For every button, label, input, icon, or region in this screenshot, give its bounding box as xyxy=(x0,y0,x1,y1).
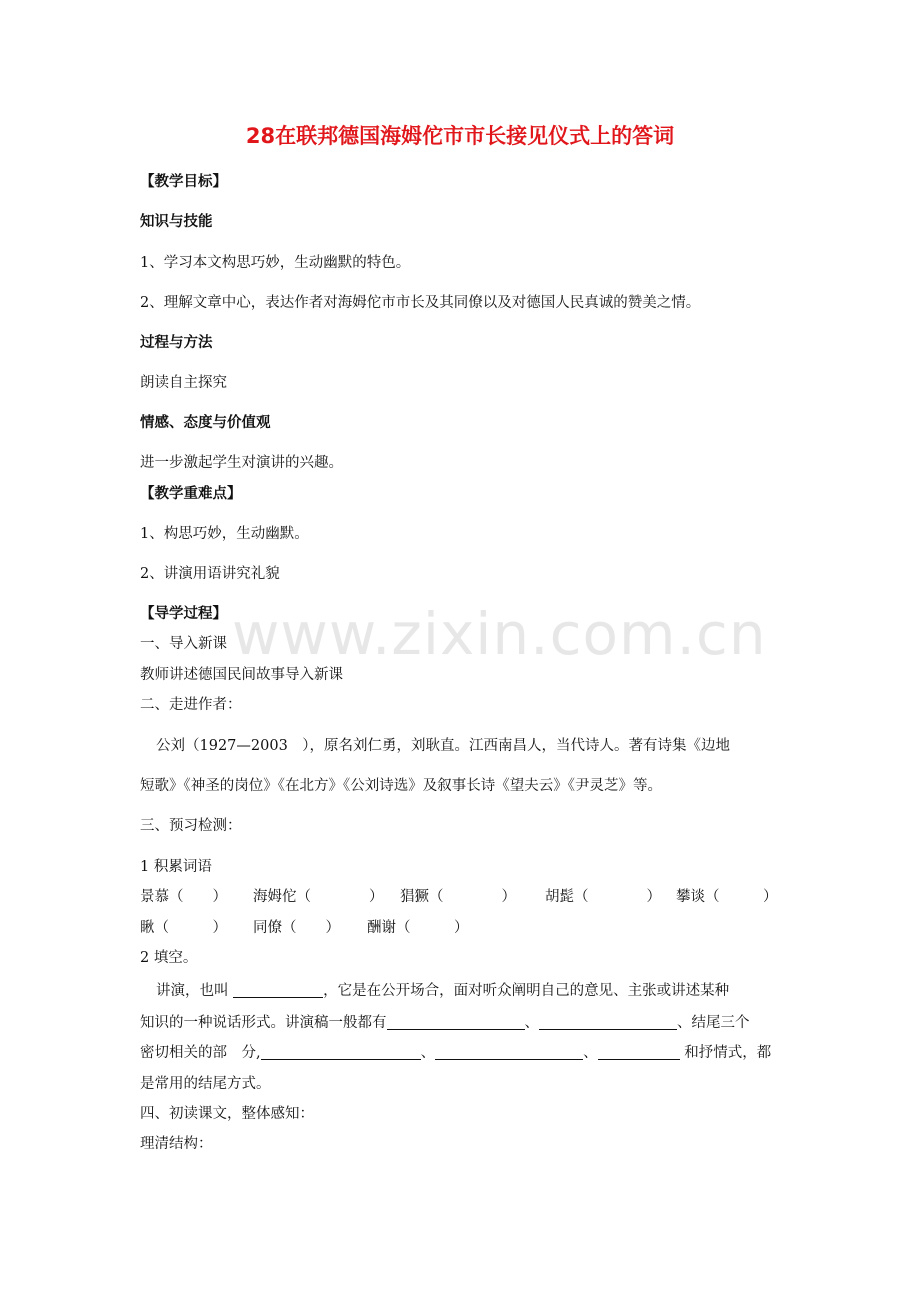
fill-text: 、 xyxy=(583,1045,598,1061)
vocab-item: 酬谢（ ） xyxy=(367,920,469,936)
fill-line xyxy=(140,1043,771,1063)
vocab-item: 景慕（ ） xyxy=(140,889,227,905)
fill-text: 和抒情式，都 xyxy=(679,1045,772,1061)
fill-text: 、结尾三个 xyxy=(677,1015,750,1031)
fill-blank[interactable] xyxy=(598,1043,680,1060)
author-intro-line: 公刘（1927—2003 ），原名刘仁勇，刘耿直。江西南昌人，当代诗人。著有诗集《边地 xyxy=(156,738,731,754)
fill-text: ，它是在公开场合，面对听众阐明自己的意见、主张或讲述某种 xyxy=(323,983,730,999)
vocab-item: 瞅（ ） xyxy=(140,920,227,936)
fill-line: 是常用的结尾方式。 xyxy=(140,1076,271,1092)
vocab-item: 猖獗（ ） xyxy=(400,889,516,905)
knowledge-heading: 知识与技能 xyxy=(140,214,213,230)
knowledge-item: 2、理解文章中心，表达作者对海姆佗市市长及其同僚以及对德国人民真诚的赞美之情。 xyxy=(140,295,701,311)
vocab-item: 攀谈（ ） xyxy=(676,889,778,905)
fill-heading: 2 填空。 xyxy=(140,950,198,966)
key-point-item: 2、讲演用语讲究礼貌 xyxy=(140,566,280,582)
fill-blank[interactable] xyxy=(387,1013,525,1030)
vocab-item: 海姆佗（ ） xyxy=(253,889,384,905)
watermark: www.zixin.com.cn xyxy=(232,600,767,668)
fill-blank[interactable] xyxy=(435,1043,583,1060)
process-method-heading: 过程与方法 xyxy=(140,335,213,351)
fill-text: 、 xyxy=(420,1045,436,1061)
key-point-item: 1、构思巧妙，生动幽默。 xyxy=(140,526,309,542)
fill-blank[interactable] xyxy=(261,1043,421,1060)
emotion-text: 进一步激起学生对演讲的兴趣。 xyxy=(140,455,343,471)
knowledge-item: 1、学习本文构思巧妙，生动幽默的特色。 xyxy=(140,255,411,271)
objectives-heading: 【教学目标】 xyxy=(140,174,227,190)
fill-blank[interactable] xyxy=(233,981,323,998)
fill-text: 知识的一种说话形式。讲演稿一般都有 xyxy=(140,1015,387,1031)
vocab-item: 同僚（ ） xyxy=(253,920,340,936)
fill-line xyxy=(140,1013,750,1033)
fill-text: 密切相关的部 分, xyxy=(140,1045,261,1061)
emotion-heading: 情感、态度与价值观 xyxy=(140,415,271,431)
section-4-heading: 四、初读课文，整体感知： xyxy=(140,1106,314,1122)
vocab-item: 胡髭（ ） xyxy=(545,889,661,905)
section-4-text: 理清结构： xyxy=(140,1136,213,1152)
author-intro-line: 短歌》《神圣的岗位》《在北方》《公刘诗选》及叙事长诗《望夫云》《尹灵芝》等。 xyxy=(140,778,662,794)
section-3-heading: 三、预习检测： xyxy=(140,818,242,834)
guide-process-heading: 【导学过程】 xyxy=(140,606,227,622)
section-1-heading: 一、导入新课 xyxy=(140,636,227,652)
fill-text: 讲演，也叫 xyxy=(156,983,234,999)
fill-text: 、 xyxy=(524,1015,539,1031)
document-title: 28在联邦德国海姆佗市市长接见仪式上的答词 xyxy=(245,124,675,148)
process-method-text: 朗读自主探究 xyxy=(140,375,227,391)
fill-blank[interactable] xyxy=(539,1013,677,1030)
key-points-heading: 【教学重难点】 xyxy=(140,486,242,502)
fill-line xyxy=(156,981,729,1001)
vocab-heading: 1 积累词语 xyxy=(140,859,212,875)
section-2-heading: 二、走进作者： xyxy=(140,697,242,713)
section-1-text: 教师讲述德国民间故事导入新课 xyxy=(140,667,343,683)
